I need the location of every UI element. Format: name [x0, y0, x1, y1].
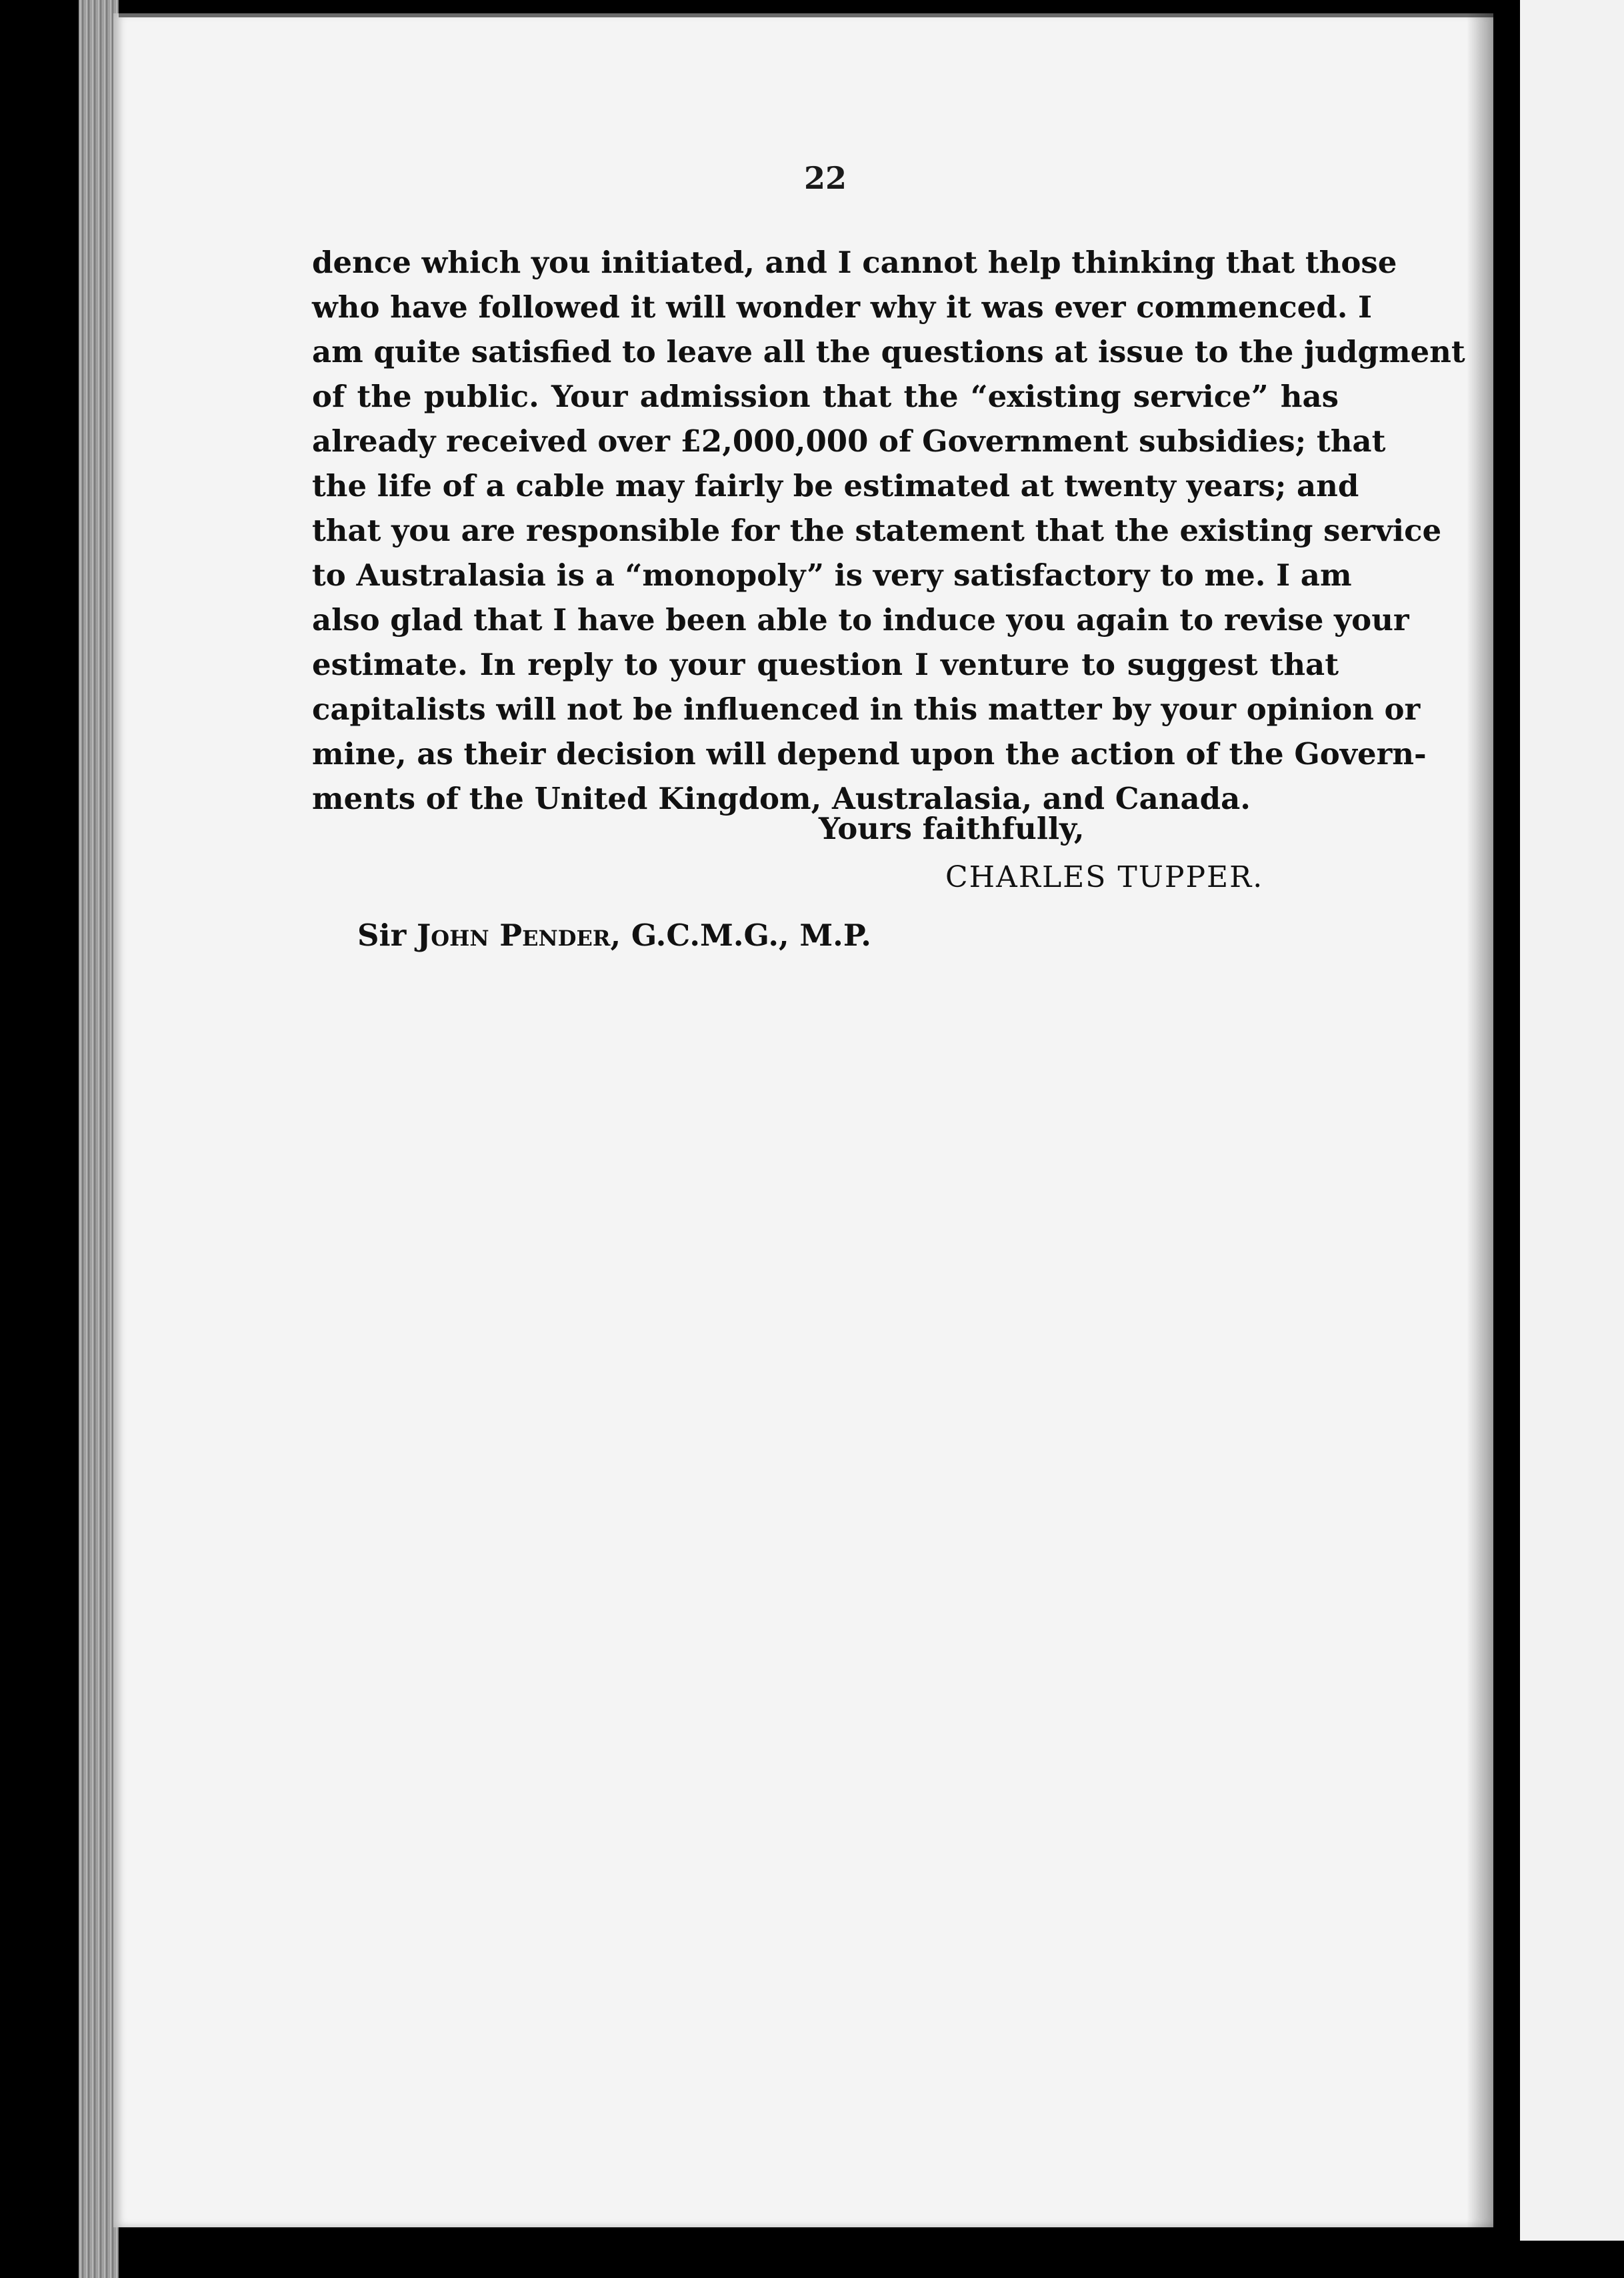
signature: CHARLES TUPPER. [945, 860, 1264, 894]
addressee-prefix: Sir [357, 918, 407, 953]
facing-page-edge [1520, 0, 1624, 2241]
body-line: mine, as their decision will depend upon the action of the Govern- [312, 736, 1427, 772]
body-line: who have followed it will wonder why it was ever commenced. I [312, 289, 1373, 325]
book-spine-edge [79, 0, 119, 2278]
body-line: of the public. Your admission that the “existing service” has [312, 379, 1339, 414]
addressee-name: John Pender, [416, 918, 621, 953]
body-line: also glad that I have been able to induce you again to revise your [312, 602, 1409, 638]
page-number: 22 [803, 160, 847, 196]
body-line: ments of the United Kingdom, Australasia, and Canada. [312, 781, 1251, 816]
body-line: estimate. In reply to your question I venture to suggest that [312, 647, 1339, 682]
body-line: the life of a cable may fairly be estimated at twenty years; and [312, 468, 1359, 503]
letter-body [312, 240, 1465, 821]
body-line: dence which you initiated, and I cannot help thinking that those [312, 245, 1397, 280]
page-top-border [119, 13, 1493, 17]
page-gutter-shadow [1467, 13, 1493, 2227]
addressee-honours: G.C.M.G., M.P. [631, 918, 871, 953]
body-line: that you are responsible for the statement that the existing service [312, 513, 1442, 548]
addressee [357, 918, 871, 953]
letter-closing: Yours faithfully, [819, 811, 1085, 846]
body-line: already received over £2,000,000 of Government subsidies; that [312, 423, 1386, 459]
body-line: to Australasia is a “monopoly” is very satisfactory to me. I am [312, 557, 1352, 593]
body-line: capitalists will not be influenced in this matter by your opinion or [312, 692, 1421, 727]
body-line: am quite satisfied to leave all the questions at issue to the judgment [312, 334, 1465, 369]
